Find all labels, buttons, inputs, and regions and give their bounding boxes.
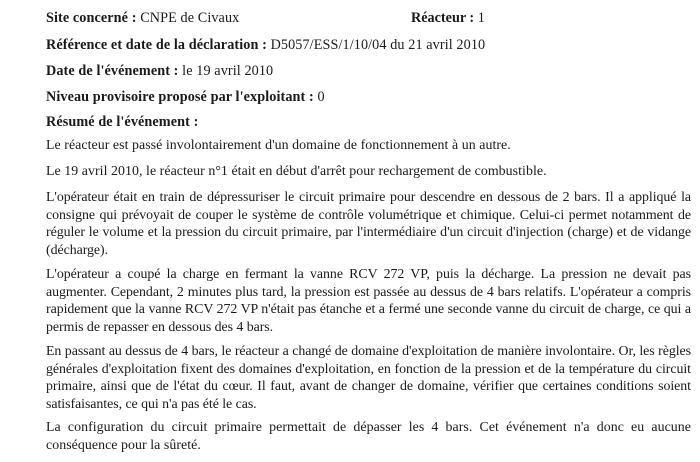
reactor-label: Réacteur : — [411, 10, 475, 26]
paragraph-3: L'opérateur était en train de dépressuriser le circuit primaire pour descendre en dessous de 2 bars. Il a appliqué la consigne qui prévoyait de couper le système de contrôle volumétrique et chimique. Celui-ci permet notamment de réguler le volume et la pression du circuit primaire, par l'intermédiaire d'un circuit d'injection (charge) et de vidange (décharge). — [46, 190, 691, 258]
event-date-field — [46, 63, 273, 80]
summary-label: Résumé de l'événement : — [46, 114, 199, 130]
paragraph-5: En passant au dessus de 4 bars, le réacteur a changé de domaine d'exploitation de manière involontaire. Or, les règles générales d'exploitation fixent des domaines d'exploitation, en fonction de la pression et de la température du circuit primaire, ainsi que de l'état du cœur. Il faut, avant de changer de domaine, vérifier que certaines conditions soient satisfaisantes, ce qui n'a pas été le cas. — [46, 344, 691, 412]
level-field — [46, 89, 325, 106]
site-label: Site concerné : — [46, 10, 137, 26]
summary-heading — [46, 114, 198, 131]
paragraph-6: La configuration du circuit primaire permettait de dépasser les 4 bars. Cet événement n'a donc eu aucune conséquence pour la sûreté. — [46, 420, 691, 453]
event-date-value: le 19 avril 2010 — [182, 63, 274, 79]
site-field — [46, 10, 239, 27]
reference-value: D5057/ESS/1/10/04 du 21 avril 2010 — [270, 37, 486, 53]
paragraph-1: Le réacteur est passé involontairement d'un domaine de fonctionnement à un autre. — [46, 138, 511, 153]
reference-field — [46, 37, 485, 54]
reactor-value: 1 — [477, 10, 485, 26]
paragraph-4: L'opérateur a coupé la charge en fermant la vanne RCV 272 VP, puis la décharge. La pression ne devait pas augmenter. Cependant, 2 minutes plus tard, la pression est passée au dessus de 4 bars relatifs. L'opérateur a compris rapidement que la vanne RCV 272 VP n'était pas étanche et a fermé une seconde vanne du circuit de charge, ce qui a permis de repasser en dessous des 4 bars. — [46, 267, 691, 335]
reactor-field — [411, 10, 485, 27]
reference-label: Référence et date de la déclaration : — [46, 37, 267, 53]
level-label: Niveau provisoire proposé par l'exploitant : — [46, 89, 314, 105]
paragraph-2: Le 19 avril 2010, le réacteur n°1 était en début d'arrêt pour rechargement de combustible. — [46, 164, 547, 179]
level-value: 0 — [317, 89, 325, 105]
event-date-label: Date de l'événement : — [46, 63, 179, 79]
site-value: CNPE de Civaux — [140, 10, 240, 26]
